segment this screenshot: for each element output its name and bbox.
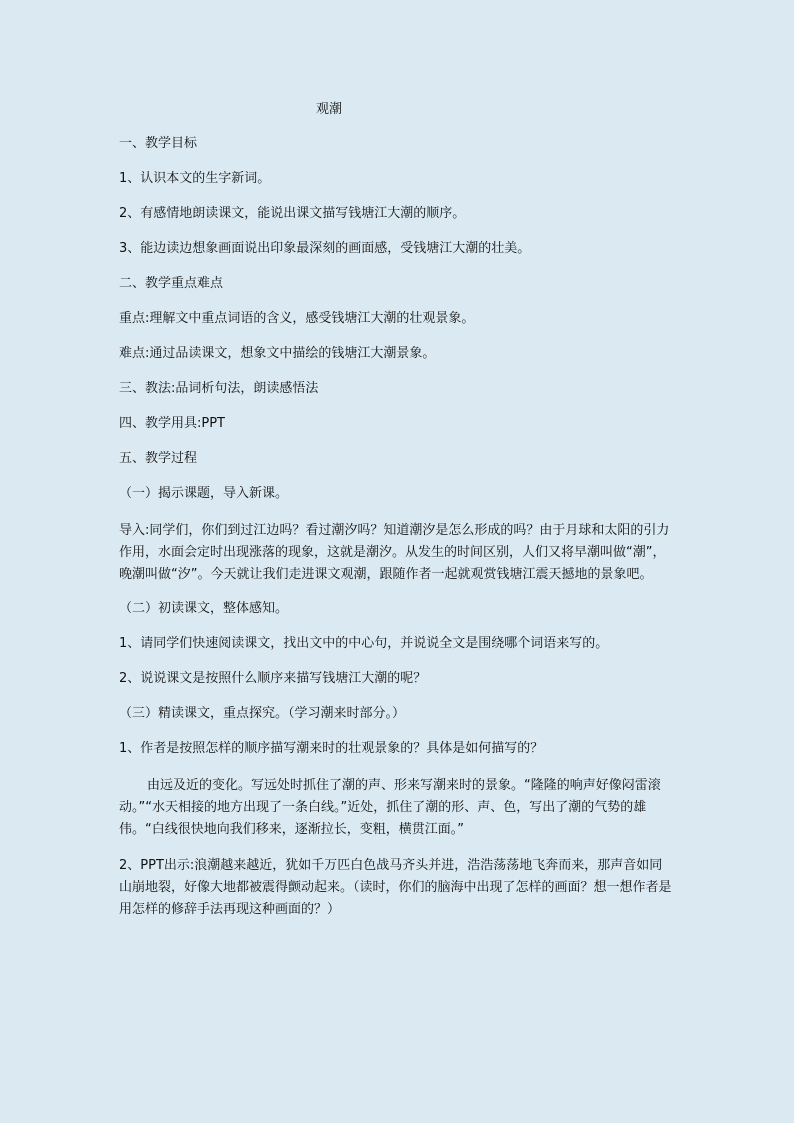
goal-item-1: 1、认识本文的生字新词。 [119,171,271,186]
process-step-1-heading: （一）揭示课题，导入新课。 [119,486,289,501]
goal-item-2: 2、有感情地朗读课文，能说出课文描写钱塘江大潮的顺序。 [119,206,466,221]
close-reading-answer-1: 由远及近的变化。写远处时抓住了潮的声、形来写潮来时的景象。“隆隆的响声好像闷雷滚动。”“水天相接的地方出现了一条白线。”近处，抓住了潮的形、声、色，写出了潮的气势的雄伟。“白线很快地向我们移来，逐渐拉长，变粗，横贯江面。” [119,778,661,837]
section-heading-process: 五、教学过程 [119,451,198,466]
introduction-paragraph: 导入:同学们，你们到过江边吗？看过潮汐吗？知道潮汐是怎么形成的吗？由于月球和太阳的引力作用，水面会定时出现涨落的现象，这就是潮汐。从发生的时间区别，人们又将早潮叫做“潮”，晚潮叫做“汐”。今天就让我们走进课文观潮，跟随作者一起就观赏钱塘江震天撼地的景象吧。 [119,523,670,582]
section-heading-tools: 四、教学用具:PPT [119,416,225,431]
difficult-point: 难点:通过品读课文，想象文中描绘的钱塘江大潮景象。 [119,346,436,361]
section-heading-methods: 三、教法:品词析句法，朗读感悟法 [119,381,319,396]
goal-item-3: 3、能边读边想象画面说出印象最深刻的画面感，受钱塘江大潮的壮美。 [119,241,531,256]
document-body [119,135,675,935]
process-step-3-heading: （三）精读课文，重点探究。（学习潮来时部分。） [119,706,406,721]
first-reading-item-2: 2、说说课文是按照什么顺序来描写钱塘江大潮的呢？ [119,671,427,686]
section-heading-key-points: 二、教学重点难点 [119,276,224,291]
document-title: 观潮 [316,102,343,117]
process-step-2-heading: （二）初读课文，整体感知。 [119,601,289,616]
section-heading-goals: 一、教学目标 [119,136,198,151]
key-point: 重点:理解文中重点词语的含义，感受钱塘江大潮的壮观景象。 [119,311,475,326]
close-reading-question-1: 1、作者是按照怎样的顺序描写潮来时的壮观景象的？具体是如何描写的？ [119,741,544,756]
close-reading-question-2: 2、PPT出示:浪潮越来越近，犹如千万匹白色战马齐头并进，浩浩荡荡地飞奔而来，那声音如同山崩地裂，好像大地都被震得颤动起来。（读时，你们的脑海中出现了怎样的画面？想一想作者是用怎样的修辞手法再现这种画面的？） [119,858,672,917]
first-reading-item-1: 1、请同学们快速阅读课文，找出文中的中心句，并说说全文是围绕哪个词语来写的。 [119,636,609,651]
